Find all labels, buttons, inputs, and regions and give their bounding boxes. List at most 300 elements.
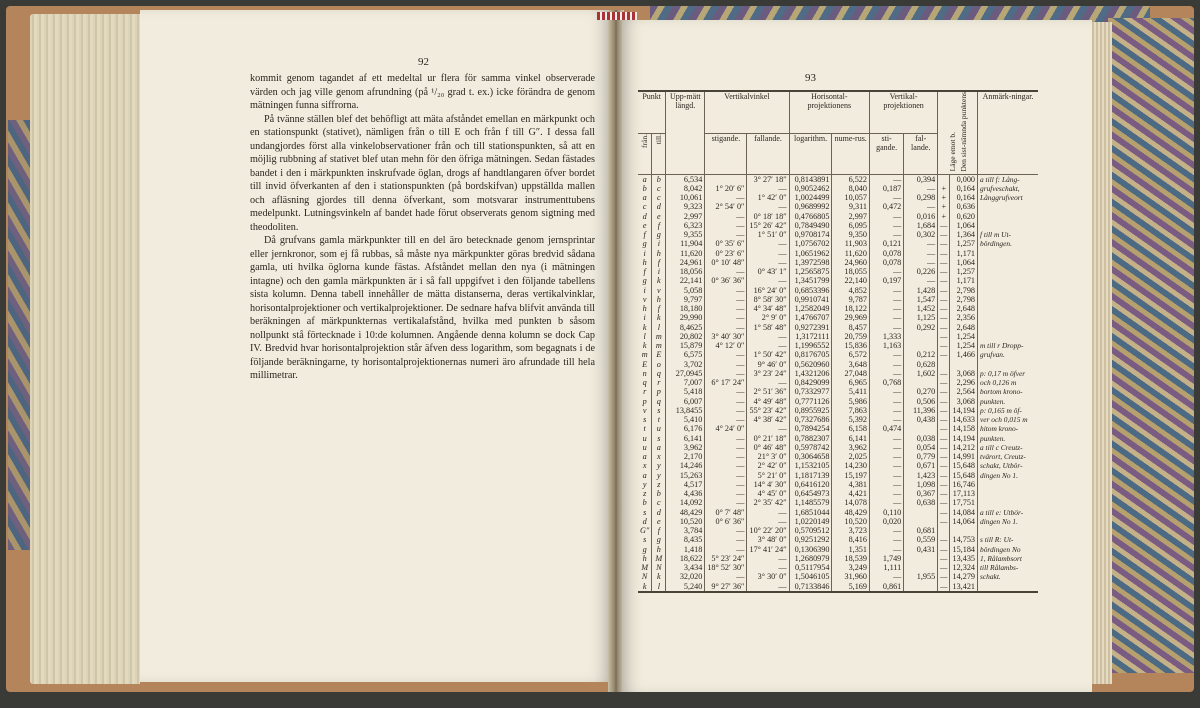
table-row [638, 480, 1038, 489]
cell-from: r [643, 387, 647, 397]
cell-numerus: 1,351 [832, 545, 870, 554]
cell-vert-rising: — [869, 545, 903, 554]
cell-note: hitom krono- [978, 424, 1039, 433]
cell-vert-rising: — [869, 498, 903, 507]
cell-length: 5,240 [666, 582, 705, 592]
cell-falling-angle: — [747, 378, 789, 387]
cell-note: till Rålambs- [978, 563, 1039, 572]
cell-falling-angle: 0° 18′ 18″ [747, 212, 789, 221]
table-row [638, 434, 1038, 443]
cell-sign: — [938, 489, 950, 498]
cell-falling-angle: 2° 35′ 42″ [747, 498, 789, 507]
cell-numerus: 6,095 [832, 221, 870, 230]
cell-vert-rising: 1,163 [869, 341, 903, 350]
cell-logarithm: 0,8143891 [789, 174, 832, 184]
cell-length: 10,520 [666, 517, 705, 526]
cell-rising-angle: — [705, 406, 747, 415]
cell-vert-rising: 0,020 [869, 517, 903, 526]
cell-vert-rising: 0,197 [869, 276, 903, 285]
cell-vert-rising: — [869, 443, 903, 452]
cell-vert-falling: 1,684 [904, 221, 938, 230]
cell-rising-angle: — [705, 267, 747, 276]
header-anmark: Anmärk-ningar. [978, 91, 1039, 174]
cell-length: 6,007 [666, 397, 705, 406]
cell-numerus: 15,197 [832, 471, 870, 480]
cell-falling-angle: — [747, 202, 789, 211]
cell-rising-angle: — [705, 304, 747, 313]
cell-numerus: 10,520 [832, 517, 870, 526]
cell-length: 2,170 [666, 452, 705, 461]
cell-vert-rising: — [869, 406, 903, 415]
cell-rising-angle: 2° 54′ 0″ [705, 202, 747, 211]
cell-vert-rising: 0,472 [869, 202, 903, 211]
cell-vert-rising: 0,110 [869, 508, 903, 517]
cell-level: 0,636 [950, 202, 978, 211]
cell-vert-rising: 1,749 [869, 554, 903, 563]
cell-to: h [652, 295, 666, 304]
cell-to: c [652, 498, 666, 507]
cell-to: y [652, 471, 666, 480]
cell-level: 2,356 [950, 313, 978, 322]
cell-falling-angle: — [747, 249, 789, 258]
cell-vert-falling: 1,098 [904, 480, 938, 489]
cell-to: l [652, 582, 666, 592]
cell-to: a [652, 443, 666, 452]
cell-rising-angle: 3° 40′ 30″ [705, 332, 747, 341]
left-page-text [250, 72, 595, 383]
cell-from: k [642, 322, 647, 332]
cell-falling-angle: 55° 23′ 42″ [747, 406, 789, 415]
cell-from: b [642, 498, 647, 508]
cell-logarithm: 1,3972598 [789, 258, 832, 267]
cell-note: grufveschakt, [978, 184, 1039, 193]
cell-sign: — [938, 249, 950, 258]
cell-note: bortom krono- [978, 387, 1039, 396]
cell-note [978, 267, 1039, 276]
cell-to: d [652, 508, 666, 517]
header-fran-text: från. [640, 133, 650, 148]
cell-vert-falling [904, 582, 938, 592]
table-row [638, 406, 1038, 415]
cell-level: 14,064 [950, 517, 978, 526]
cell-vert-falling: 0,394 [904, 174, 938, 184]
cell-numerus: 6,158 [832, 424, 870, 433]
cell-rising-angle: — [705, 498, 747, 507]
cell-note: punkten. [978, 397, 1039, 406]
cell-sign: — [938, 267, 950, 276]
cell-to: i [652, 239, 666, 248]
cell-length: 32,020 [666, 572, 705, 581]
cell-vert-rising: 0,078 [869, 258, 903, 267]
cell-vert-falling: 0,628 [904, 360, 938, 369]
cell-note [978, 360, 1039, 369]
cell-falling-angle: — [747, 184, 789, 193]
cell-note: a till e: Utbör- [978, 508, 1039, 517]
cell-to: s [652, 434, 666, 443]
cell-note: a till c Creutz- [978, 443, 1039, 452]
cell-falling-angle: 3° 48′ 0″ [747, 535, 789, 544]
cell-logarithm: 1,1996552 [789, 341, 832, 350]
cell-numerus: 3,962 [832, 443, 870, 452]
table-row [638, 313, 1038, 322]
cell-vert-falling: 0,367 [904, 489, 938, 498]
cell-logarithm: 0,9251292 [789, 535, 832, 544]
cell-logarithm: 0,7332977 [789, 387, 832, 396]
cell-falling-angle: 0° 43′ 1″ [747, 267, 789, 276]
cell-vert-rising: — [869, 434, 903, 443]
table-row [638, 452, 1038, 461]
cell-vert-rising: — [869, 535, 903, 544]
cell-note [978, 332, 1039, 341]
cell-note: schakt, Utbör- [978, 461, 1039, 470]
cell-falling-angle: 2° 9′ 0″ [747, 313, 789, 322]
cell-falling-angle: 2° 51′ 36″ [747, 387, 789, 396]
table-row [638, 212, 1038, 221]
cell-vert-falling: 0,054 [904, 443, 938, 452]
table-row [638, 554, 1038, 563]
header-stigande: stigande. [705, 133, 747, 174]
cell-logarithm: 1,0220149 [789, 517, 832, 526]
cell-sign: — [938, 471, 950, 480]
cell-from: s [643, 535, 647, 545]
cell-length: 5,410 [666, 415, 705, 424]
cell-to: b [652, 489, 666, 498]
cell-from: z [643, 489, 647, 499]
cell-falling-angle: 4° 34′ 48″ [747, 304, 789, 313]
cell-rising-angle [705, 174, 747, 184]
cell-falling-angle: 0° 21′ 18″ [747, 434, 789, 443]
cell-numerus: 3,249 [832, 563, 870, 572]
cell-note: f till m Ut- [978, 230, 1039, 239]
headband [597, 12, 637, 20]
cell-vert-rising: — [869, 350, 903, 359]
cell-rising-angle: — [705, 434, 747, 443]
cell-rising-angle: — [705, 415, 747, 424]
cell-vert-falling [904, 332, 938, 341]
cell-to: r [652, 378, 666, 387]
table-row [638, 258, 1038, 267]
cell-falling-angle: 1° 50′ 42″ [747, 350, 789, 359]
cell-vert-falling [904, 378, 938, 387]
cell-length: 18,180 [666, 304, 705, 313]
cell-level: 0,164 [950, 193, 978, 202]
cell-note [978, 582, 1039, 592]
cell-vert-falling: 1,955 [904, 572, 938, 581]
cell-vert-falling: 0,302 [904, 230, 938, 239]
cell-logarithm: 0,7327686 [789, 415, 832, 424]
cell-logarithm: 0,5620960 [789, 360, 832, 369]
cell-numerus: 27,048 [832, 369, 870, 378]
cell-sign: — [938, 563, 950, 572]
cell-rising-angle: 6° 17′ 24″ [705, 378, 747, 387]
cell-falling-angle: — [747, 517, 789, 526]
cell-vert-falling: 1,602 [904, 369, 938, 378]
cell-rising-angle: — [705, 221, 747, 230]
cell-note: schakt. [978, 572, 1039, 581]
cell-from: g [642, 276, 647, 286]
cell-vert-rising: — [869, 480, 903, 489]
cell-logarithm: 0,6454973 [789, 489, 832, 498]
cell-numerus: 18,122 [832, 304, 870, 313]
cell-length: 29,990 [666, 313, 705, 322]
table-row [638, 286, 1038, 295]
cell-level: 1,254 [950, 332, 978, 341]
cell-from: v [642, 294, 647, 304]
header-fallande: fallande. [747, 133, 789, 174]
cell-rising-angle: — [705, 387, 747, 396]
cell-falling-angle: — [747, 276, 789, 285]
cell-level: 15,184 [950, 545, 978, 554]
cell-note: 1, Rålambsort [978, 554, 1039, 563]
cell-from: N [641, 572, 648, 582]
cell-length: 11,620 [666, 249, 705, 258]
cell-sign: — [938, 480, 950, 489]
cell-rising-angle: 9° 27′ 36″ [705, 582, 747, 592]
cell-vert-falling: 1,452 [904, 304, 938, 313]
cell-sign: — [938, 498, 950, 507]
cell-vert-falling: — [904, 258, 938, 267]
cell-falling-angle: 16° 24′ 0″ [747, 286, 789, 295]
table-row [638, 174, 1038, 184]
cell-logarithm: 0,8955925 [789, 406, 832, 415]
cell-falling-angle: 1° 58′ 48″ [747, 323, 789, 332]
cell-to: m [652, 332, 666, 341]
table-row [638, 276, 1038, 285]
cell-note: s till R: Ut- [978, 535, 1039, 544]
cell-logarithm: 1,6851044 [789, 508, 832, 517]
cell-length: 5,058 [666, 286, 705, 295]
cell-note: tvärort, Creutz- [978, 452, 1039, 461]
cell-sign: — [938, 461, 950, 470]
table-body [638, 174, 1038, 592]
cell-sign [938, 174, 950, 184]
cell-rising-angle: — [705, 489, 747, 498]
cell-logarithm: 0,8176705 [789, 350, 832, 359]
cell-vert-falling: 1,423 [904, 471, 938, 480]
cell-vert-rising: 1,111 [869, 563, 903, 572]
cell-numerus: 18,539 [832, 554, 870, 563]
page-edges-right [1090, 22, 1112, 684]
header-logarithm: logarithm. [789, 133, 832, 174]
cell-sign: + [938, 193, 950, 202]
cell-numerus: 6,141 [832, 434, 870, 443]
cell-vert-rising: — [869, 452, 903, 461]
paragraph: kommit genom tagandet af ett medeltal ur flera för samma vinkel observerade värden och jag ville genom afrundning (på ¹/₂₀ grad t. ex.) icke förändra de genom mätningen funna siffrorna. [250, 73, 595, 111]
table-row [638, 369, 1038, 378]
page-edges-left [30, 14, 140, 684]
cell-rising-angle: — [705, 480, 747, 489]
table-row [638, 535, 1038, 544]
cell-level: 13,421 [950, 582, 978, 592]
cell-level: 1,064 [950, 258, 978, 267]
table-row [638, 193, 1038, 202]
cell-level: 14,194 [950, 434, 978, 443]
cell-sign: — [938, 341, 950, 350]
cell-to: k [652, 313, 666, 322]
cell-from: a [642, 470, 647, 480]
cell-vert-falling: 0,016 [904, 212, 938, 221]
cell-to: l [652, 323, 666, 332]
cell-vert-rising: 0,861 [869, 582, 903, 592]
cell-level: 14,753 [950, 535, 978, 544]
cell-from: v [642, 405, 647, 415]
header-stigande2: sti-gande. [869, 133, 903, 174]
cell-rising-angle: — [705, 461, 747, 470]
cell-from: i [643, 248, 646, 258]
cell-sign: — [938, 313, 950, 322]
cell-note: och 0,126 m [978, 378, 1039, 387]
header-fran [638, 133, 652, 174]
cell-numerus: 5,169 [832, 582, 870, 592]
cell-vert-falling: 0,681 [904, 526, 938, 535]
table-row [638, 582, 1038, 592]
cell-numerus: 5,392 [832, 415, 870, 424]
cell-note: p: 0,165 m öf- [978, 406, 1039, 415]
cell-from: m [641, 350, 648, 360]
cell-to: s [652, 406, 666, 415]
cell-sign: — [938, 397, 950, 406]
cell-rising-angle: — [705, 369, 747, 378]
cell-sign [938, 526, 950, 535]
cell-sign: — [938, 323, 950, 332]
cell-from: d [642, 211, 647, 221]
cell-vert-falling: 0,779 [904, 452, 938, 461]
cell-vert-rising: 0,474 [869, 424, 903, 433]
cell-rising-angle: — [705, 323, 747, 332]
cell-to: g [652, 535, 666, 544]
cell-rising-angle: — [705, 193, 747, 202]
cell-from: b [642, 183, 647, 193]
cell-vert-falling: 0,431 [904, 545, 938, 554]
cell-numerus: 10,057 [832, 193, 870, 202]
cell-length: 8,042 [666, 184, 705, 193]
cell-vert-falling: 0,506 [904, 397, 938, 406]
cell-sign: — [938, 452, 950, 461]
cell-length: 13,8455 [666, 406, 705, 415]
cell-length: 7,007 [666, 378, 705, 387]
cell-falling-angle: 2° 42′ 0″ [747, 461, 789, 470]
table-row [638, 489, 1038, 498]
cell-note [978, 304, 1039, 313]
cell-numerus: 15,836 [832, 341, 870, 350]
cell-vert-falling: 0,292 [904, 323, 938, 332]
cell-vert-falling: 1,125 [904, 313, 938, 322]
cell-falling-angle: — [747, 582, 789, 592]
cell-numerus: 5,986 [832, 397, 870, 406]
table-row [638, 341, 1038, 350]
cell-sign: — [938, 554, 950, 563]
cell-falling-angle: 5° 21′ 0″ [747, 471, 789, 480]
cell-rising-angle: — [705, 535, 747, 544]
cell-length: 2,997 [666, 212, 705, 221]
cell-to: x [652, 452, 666, 461]
cell-level: 1,257 [950, 267, 978, 276]
cell-to: k [652, 276, 666, 285]
cell-sign: — [938, 304, 950, 313]
cell-note: bördingen. [978, 239, 1039, 248]
cell-rising-angle: 4° 24′ 0″ [705, 424, 747, 433]
cell-numerus: 7,863 [832, 406, 870, 415]
cell-falling-angle: 3° 30′ 0″ [747, 572, 789, 581]
cell-vert-rising: — [869, 471, 903, 480]
cell-vert-falling: 0,438 [904, 415, 938, 424]
header-lage-text: Läge emot b. [947, 132, 957, 172]
cell-rising-angle: 1° 20′ 6″ [705, 184, 747, 193]
cell-vert-rising: — [869, 295, 903, 304]
cell-level: 2,648 [950, 304, 978, 313]
cell-vert-falling: — [904, 239, 938, 248]
cell-to: t [652, 415, 666, 424]
cell-to: y [652, 461, 666, 470]
cell-note [978, 526, 1039, 535]
cell-vert-falling: — [904, 202, 938, 211]
right-page [622, 20, 1092, 692]
cell-level: 14,633 [950, 415, 978, 424]
cell-logarithm: 1,1532105 [789, 461, 832, 470]
cell-to: c [652, 193, 666, 202]
cell-from: l [643, 331, 646, 341]
cell-rising-angle: — [705, 572, 747, 581]
cell-vert-rising: — [869, 193, 903, 202]
cell-level [950, 360, 978, 369]
cell-from: h [642, 553, 647, 563]
cell-length: 4,517 [666, 480, 705, 489]
cell-falling-angle: 4° 49′ 48″ [747, 397, 789, 406]
header-uppmatt: Upp-mätt längd. [666, 91, 705, 174]
cell-to: b [652, 174, 666, 184]
cell-to: u [652, 424, 666, 433]
cell-logarithm: 1,0756702 [789, 239, 832, 248]
cell-from: i [643, 285, 646, 295]
header-till [652, 133, 666, 174]
cell-numerus: 6,572 [832, 350, 870, 359]
cell-level: 15,648 [950, 461, 978, 470]
cell-numerus: 8,040 [832, 184, 870, 193]
cell-rising-angle: — [705, 452, 747, 461]
cell-vert-falling: 0,671 [904, 461, 938, 470]
header-fallande2: fal-lande. [904, 133, 938, 174]
cell-note: bördingen No [978, 545, 1039, 554]
cell-length: 1,418 [666, 545, 705, 554]
cell-to: z [652, 480, 666, 489]
cell-length: 9,797 [666, 295, 705, 304]
cell-from: G″ [640, 526, 650, 536]
cell-vert-falling [904, 563, 938, 572]
table-row [638, 360, 1038, 369]
cell-falling-angle: — [747, 554, 789, 563]
cell-falling-angle: 14° 4′ 30″ [747, 480, 789, 489]
cell-level: 2,798 [950, 286, 978, 295]
cell-sign: — [938, 286, 950, 295]
cell-to: f [652, 221, 666, 230]
cell-note [978, 212, 1039, 221]
cell-vert-falling: 0,226 [904, 267, 938, 276]
cell-falling-angle: 8° 58′ 30″ [747, 295, 789, 304]
cell-length: 14,092 [666, 498, 705, 507]
cell-level: 15,648 [950, 471, 978, 480]
cell-numerus: 9,787 [832, 295, 870, 304]
cell-falling-angle: — [747, 341, 789, 350]
cell-falling-angle: 1° 51′ 0″ [747, 230, 789, 239]
cell-vert-rising: — [869, 174, 903, 184]
cell-falling-angle: — [747, 239, 789, 248]
cell-length: 6,575 [666, 350, 705, 359]
cell-note [978, 286, 1039, 295]
cell-from: h [642, 257, 647, 267]
cell-vert-rising: — [869, 489, 903, 498]
cell-numerus: 4,381 [832, 480, 870, 489]
cell-sign: — [938, 295, 950, 304]
